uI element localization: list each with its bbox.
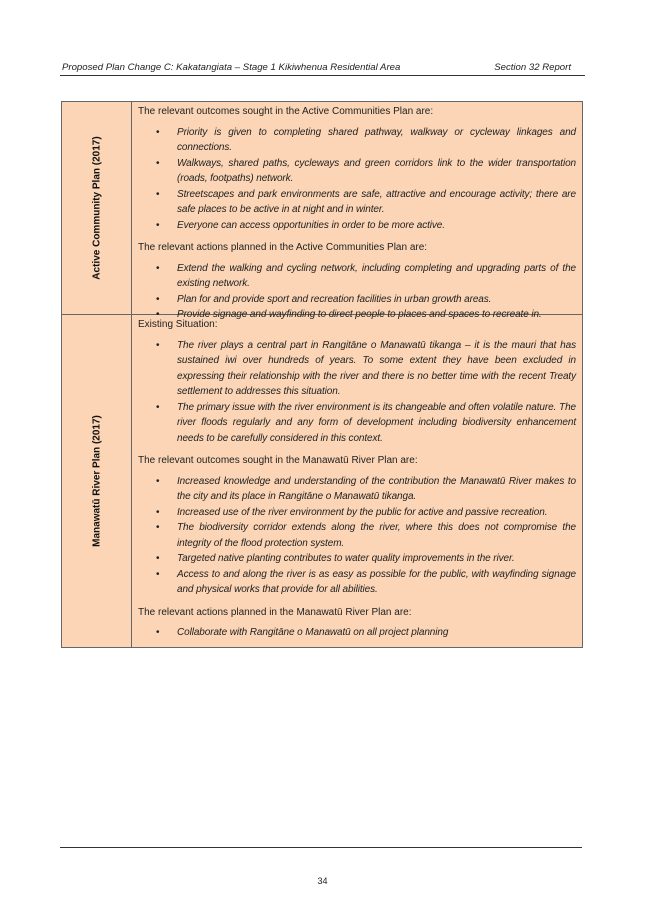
header-section: Section 32 Report [494, 62, 571, 73]
situation-list [138, 338, 576, 447]
list-item: • Extend the walking and cycling network, including completing and upgrading parts of the existing network. [156, 262, 576, 289]
row-content [132, 102, 582, 320]
row-label: Active Community Plan (2017) [91, 136, 102, 280]
actions-intro: The relevant actions planned in the Active Communities Plan are: [138, 242, 428, 253]
list-item: • Increased use of the river environment by the public for active and passive recreation. [156, 506, 548, 518]
page-number: 34 [317, 876, 328, 886]
actions-list [138, 625, 576, 641]
list-item: • Streetscapes and park environments are safe, attractive and encourage activity; there are safe places to be active in at night and in winter. [156, 188, 576, 215]
list-item: • Priority is given to completing shared pathway, walkway or cycleway linkages and connections. [156, 126, 576, 153]
situation-intro: Existing Situation: [138, 319, 218, 330]
list-item: • Walkways, shared paths, cycleways and green corridors link to the wider transportation (roads, footpaths) network. [156, 157, 576, 184]
list-item: • Increased knowledge and understanding of the contribution the Manawatū River makes to the city and its place in Rangitāne o Manawatū tikanga. [156, 475, 576, 502]
actions-intro: The relevant actions planned in the Manawatū River Plan are: [138, 606, 412, 618]
outcomes-list [138, 125, 576, 234]
list-item: • The biodiversity corridor extends along the river, where this does not compromise the integrity of the flood protection system. [156, 522, 576, 549]
list-item: • The river plays a central part in Rangitāne o Manawatū tikanga – it is the mauri that has sustained iwi over hundreds of years. To some extent they have been excluded in expressing their relationship with the river and there is no better time with the recent Treaty settlement to addresses this situation. [156, 339, 576, 397]
outcomes-intro: The relevant outcomes sought in the Active Communities Plan are: [138, 106, 434, 117]
list-item: • Targeted native planting contributes to water quality improvements in the river. [156, 553, 515, 564]
row-label-cell [62, 102, 132, 314]
outcomes-list [138, 474, 576, 598]
list-item: • Collaborate with Rangitāne o Manawatū on all project planning [156, 627, 449, 638]
footer-divider [60, 847, 582, 848]
list-item: • Everyone can access opportunities in order to be more active. [156, 219, 445, 231]
outcomes-intro: The relevant outcomes sought in the Manawatū River Plan are: [138, 455, 418, 466]
list-item: • Provide signage and wayfinding to direct people to places and spaces to recreate in. [156, 309, 542, 320]
plans-table [61, 101, 583, 648]
page-header [60, 62, 585, 76]
table-row-active-community [62, 102, 582, 320]
list-item: • Plan for and provide sport and recreation facilities in urban growth areas. [156, 293, 492, 305]
row-content [132, 315, 582, 647]
row-label-cell [62, 315, 132, 647]
actions-list [138, 261, 576, 323]
header-title: Proposed Plan Change C: Kakatangiata – Stage 1 Kikiwhenua Residential Area [62, 62, 401, 73]
list-item: • The primary issue with the river environment is its changeable and often volatile nature. The river floods regularly and any form of development including biodiversity enhancement needs to be carefully considered in this context. [156, 401, 576, 444]
row-label: Manawatū River Plan (2017) [91, 415, 102, 547]
header-divider [60, 75, 585, 76]
list-item: • Access to and along the river is as easy as possible for the public, with wayfinding signage and physical works that provide for all abilities. [156, 568, 576, 595]
table-row-manawatu-river [62, 314, 582, 647]
